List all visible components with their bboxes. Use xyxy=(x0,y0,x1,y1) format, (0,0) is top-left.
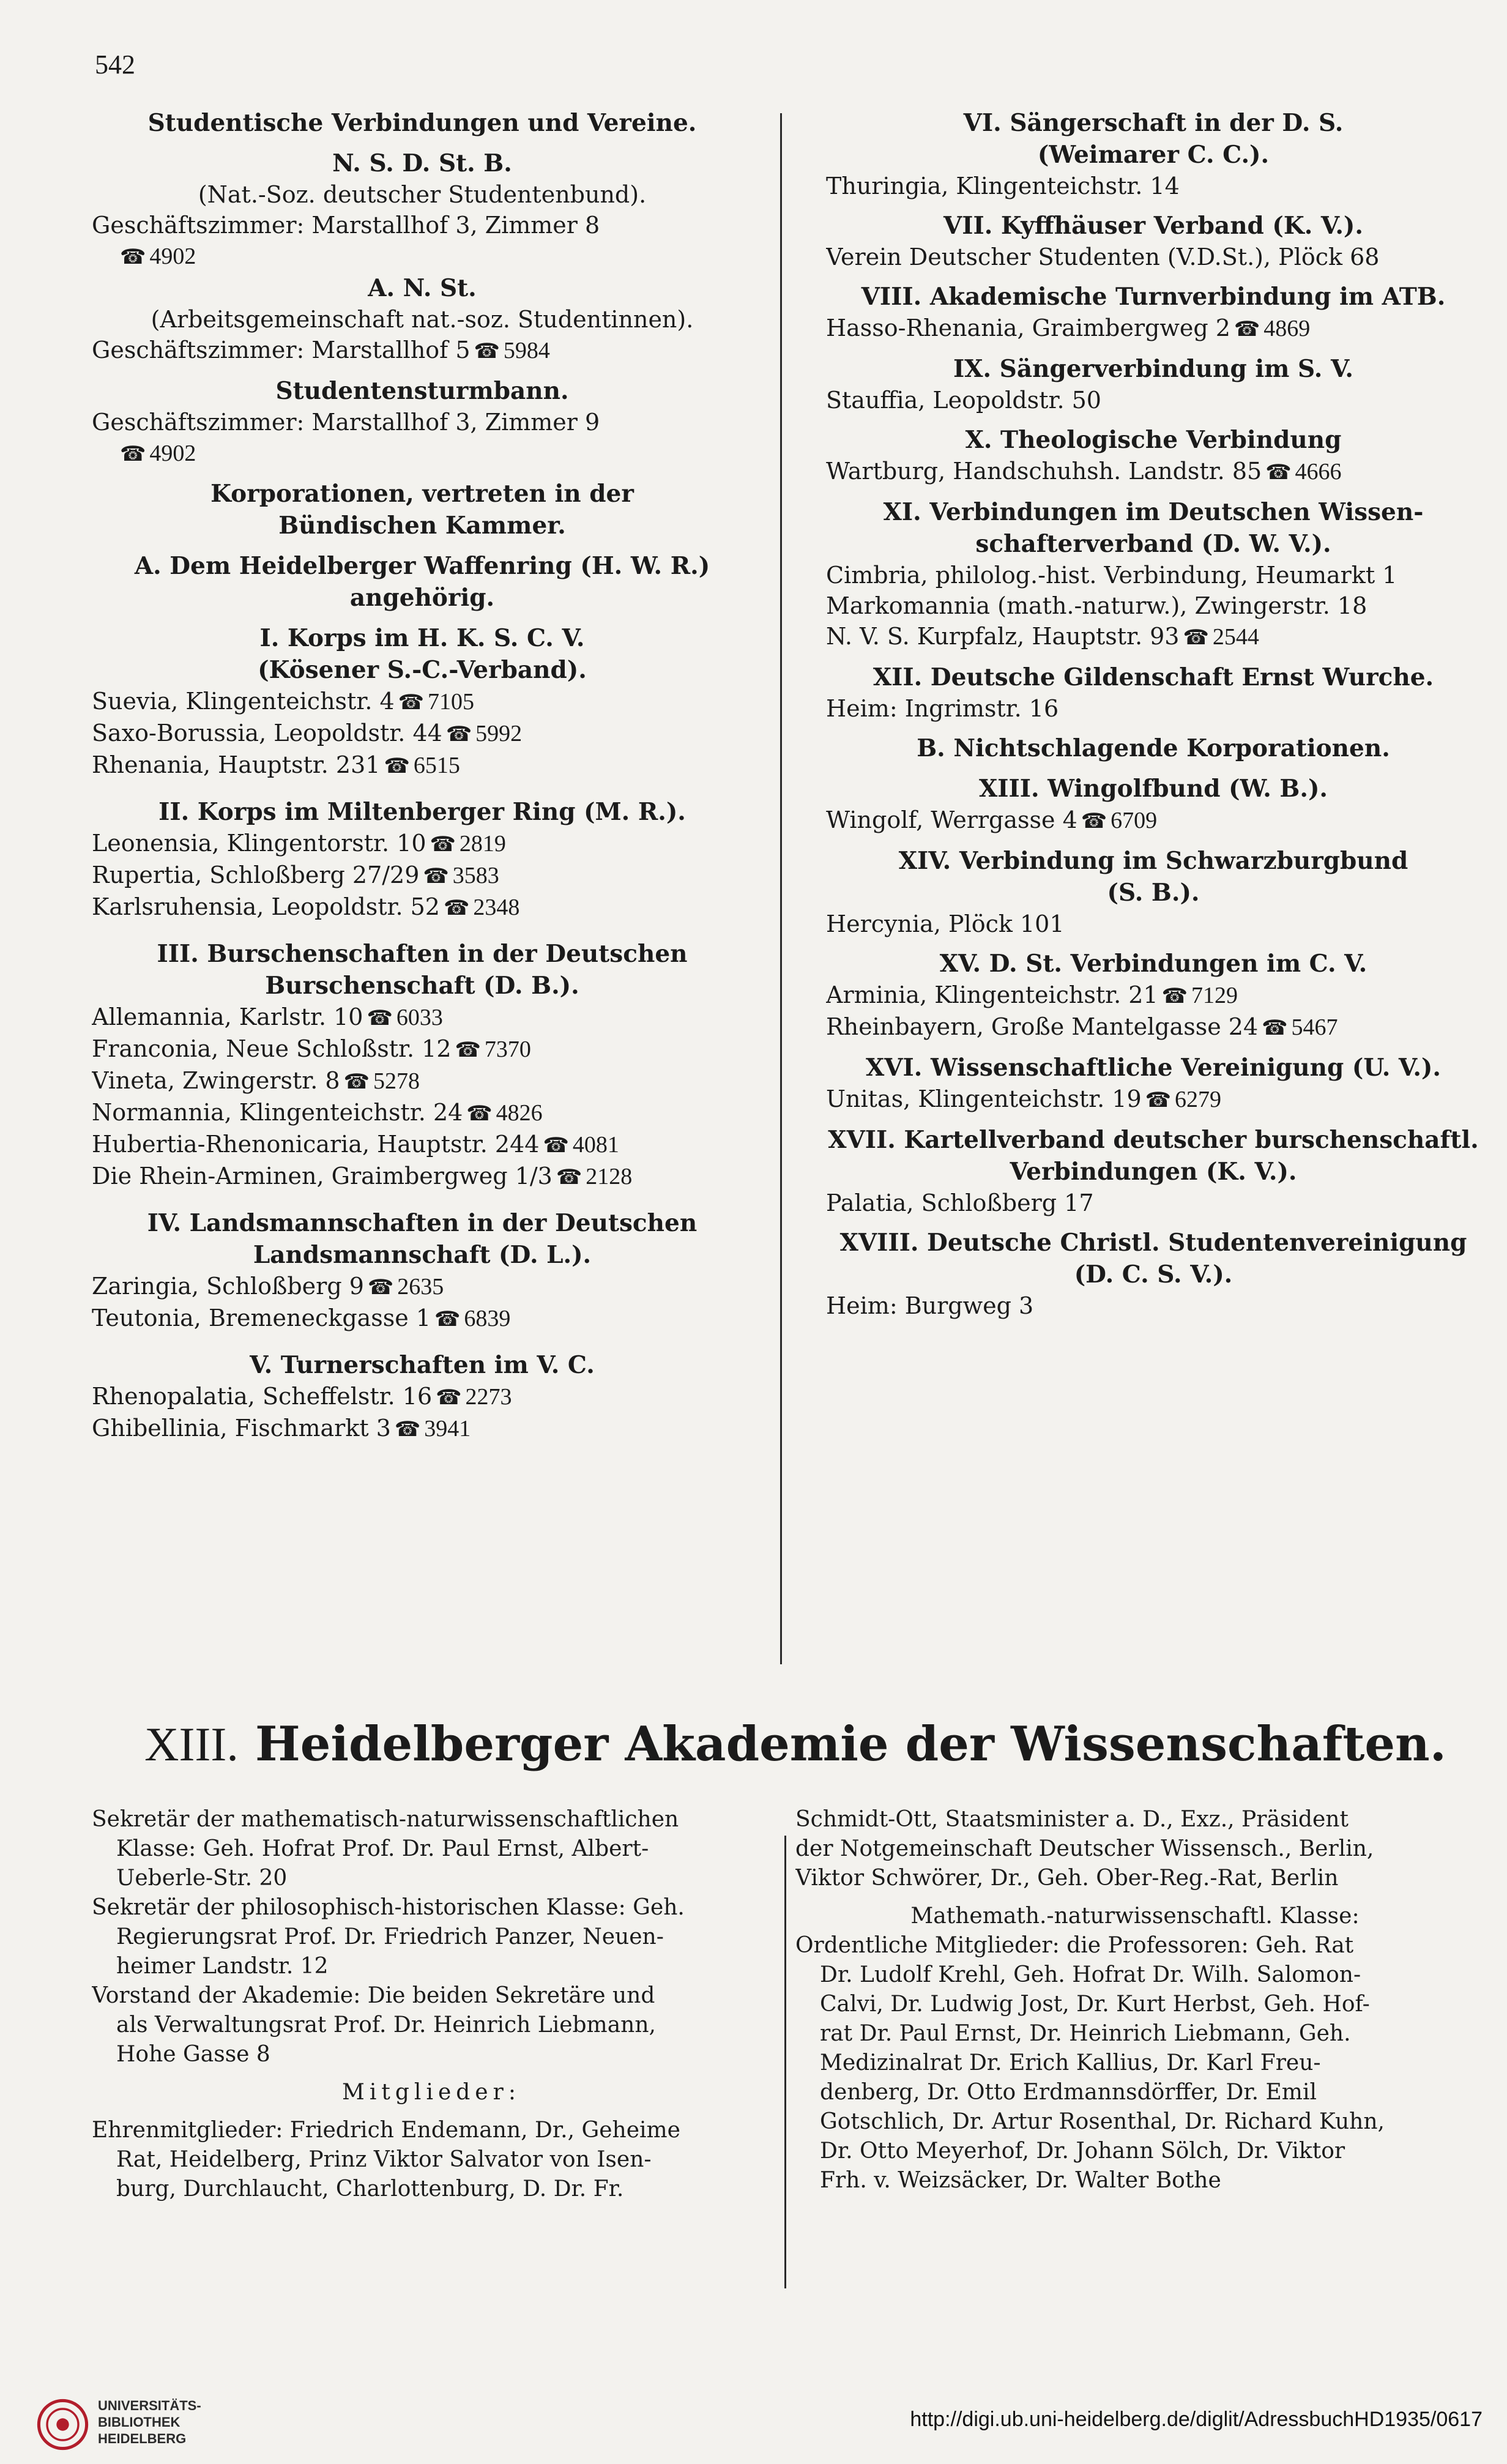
section-6-title: VI. Sängerschaft in der D. S. xyxy=(963,109,1344,137)
list-item xyxy=(92,891,753,923)
text-line: burg, Durchlaucht, Charlottenburg, D. Dr. Fr. xyxy=(116,2176,624,2202)
sturm-phone-line xyxy=(92,437,753,469)
entry-name: Karlsruhensia, Leopoldstr. 52 xyxy=(92,893,440,920)
text-line: Rat, Heidelberg, Prinz Viktor Salvator von Isen- xyxy=(116,2147,652,2172)
text-line: Sekretär der mathematisch-naturwissenschaftlichen xyxy=(92,1807,679,1832)
telephone-icon: ☎ xyxy=(384,754,410,778)
left-column xyxy=(92,107,753,1445)
phone-number: 7105 xyxy=(428,689,475,715)
section-18-title: XVIII. Deutsche Christl. Studentenvereinigung xyxy=(839,1229,1467,1257)
list-item: Stauffia, Leopoldstr. 50 xyxy=(826,387,1101,414)
phone-number: 2348 xyxy=(473,895,520,920)
telephone-icon: ☎ xyxy=(474,339,500,363)
list-item xyxy=(826,313,1481,344)
text-line: Viktor Schwörer, Dr., Geh. Ober-Reg.-Rat, Berlin xyxy=(795,1866,1339,1891)
section-title: Studentische Verbindungen und Vereine. xyxy=(147,109,697,137)
library-name xyxy=(98,2397,201,2447)
section-9-title: IX. Sängerverbindung im S. V. xyxy=(953,355,1353,383)
section-14-title: XIV. Verbindung im Schwarzburgbund xyxy=(898,847,1408,875)
telephone-icon: ☎ xyxy=(1234,317,1260,341)
phone-number: 4666 xyxy=(1295,459,1342,485)
section-14-subtitle: (S. B.). xyxy=(1107,879,1200,907)
telephone-icon: ☎ xyxy=(1262,1016,1288,1040)
phone-number: 5467 xyxy=(1291,1014,1338,1040)
class-heading: Mathemath.-naturwissenschaftl. Klasse: xyxy=(910,1904,1360,1929)
text-line: Klasse: Geh. Hofrat Prof. Dr. Paul Ernst, Albert- xyxy=(116,1836,649,1861)
entry-name: Teutonia, Bremeneckgasse 1 xyxy=(92,1305,431,1331)
section-17-subtitle: Verbindungen (K. V.). xyxy=(1010,1158,1297,1186)
list-item xyxy=(92,828,753,860)
telephone-icon: ☎ xyxy=(1265,460,1292,485)
entry-name: Saxo-Borussia, Leopoldstr. 44 xyxy=(92,720,442,746)
phone-number: 4902 xyxy=(149,244,196,269)
text-line: Dr. Otto Meyerhof, Dr. Johann Sölch, Dr. Viktor xyxy=(820,2138,1345,2164)
section-5-list xyxy=(92,1381,753,1445)
list-item xyxy=(92,860,753,891)
ans-office-line xyxy=(92,335,753,367)
telephone-icon: ☎ xyxy=(443,896,470,920)
entry-name: Die Rhein-Arminen, Graimbergweg 1/3 xyxy=(92,1163,553,1189)
entry-name: Unitas, Klingenteichstr. 19 xyxy=(826,1085,1142,1112)
entry-name: Zaringia, Schloßberg 9 xyxy=(92,1273,364,1300)
entry-name: Allemannia, Karlstr. 10 xyxy=(92,1003,363,1030)
text-line: Ueberle-Str. 20 xyxy=(116,1866,288,1891)
list-item xyxy=(826,805,1481,836)
list-item xyxy=(92,1129,753,1161)
phone-number: 5992 xyxy=(475,721,523,746)
academy-heading xyxy=(92,1716,1499,1772)
telephone-icon: ☎ xyxy=(436,1385,462,1410)
text-line: heimer Landstr. 12 xyxy=(116,1954,329,1979)
entry-name: Suevia, Klingenteichstr. 4 xyxy=(92,688,395,715)
honorary-members xyxy=(92,2116,771,2204)
section-10-title: X. Theologische Verbindung xyxy=(965,426,1342,454)
page-number: 542 xyxy=(95,50,135,80)
text-line: Dr. Ludolf Krehl, Geh. Hofrat Dr. Wilh. Salomon- xyxy=(820,1962,1361,1987)
column-divider xyxy=(784,1836,786,2288)
korp-title: Korporationen, vertreten in der xyxy=(210,480,634,508)
section-4-subtitle: Landsmannschaft (D. L.). xyxy=(253,1241,592,1269)
section-11-subtitle: schafterverband (D. W. V.). xyxy=(975,530,1331,558)
entry-name: Rupertia, Schloßberg 27/29 xyxy=(92,862,420,888)
list-item xyxy=(92,718,753,750)
library-name-line: BIBLIOTHEK xyxy=(98,2414,180,2430)
phone-number: 3941 xyxy=(424,1416,471,1442)
text-line: denberg, Dr. Otto Erdmannsdörffer, Dr. Emil xyxy=(820,2080,1317,2105)
text-line: Ehrenmitglieder: Friedrich Endemann, Dr., Geheime xyxy=(92,2118,680,2143)
section-8-title: VIII. Akademische Turnverbindung im ATB. xyxy=(861,283,1446,311)
telephone-icon: ☎ xyxy=(394,1417,421,1442)
section-12-title: XII. Deutsche Gildenschaft Ernst Wurche. xyxy=(873,663,1434,691)
phone-number: 6839 xyxy=(464,1306,511,1331)
telephone-icon: ☎ xyxy=(466,1101,493,1126)
list-item xyxy=(826,456,1481,488)
phone-number: 2273 xyxy=(465,1384,512,1410)
academy-roman: XIII. xyxy=(144,1718,239,1771)
phone-number: 6279 xyxy=(1175,1087,1221,1112)
telephone-icon: ☎ xyxy=(543,1133,569,1158)
phone-number: 7370 xyxy=(484,1037,531,1062)
section-4-list xyxy=(92,1271,753,1334)
academy-right-column xyxy=(795,1805,1475,2195)
group-a-title: A. Dem Heidelberger Waffenring (H. W. R.) xyxy=(134,552,710,580)
telephone-icon: ☎ xyxy=(1161,984,1188,1008)
section-15-list xyxy=(826,980,1481,1043)
korp-title-cont: Bündischen Kammer. xyxy=(278,512,566,540)
section-1-title: I. Korps im H. K. S. C. V. xyxy=(259,624,585,652)
academy-officers xyxy=(92,1805,771,2069)
list-item: Hercynia, Plöck 101 xyxy=(826,910,1065,937)
library-logo-icon xyxy=(37,2399,89,2451)
ans-abbr: A. N. St. xyxy=(368,274,477,302)
telephone-icon: ☎ xyxy=(367,1006,393,1030)
list-item xyxy=(92,1002,753,1033)
phone-number: 5984 xyxy=(503,338,550,363)
phone-number: 5278 xyxy=(373,1068,420,1094)
text-line: als Verwaltungsrat Prof. Dr. Heinrich Liebmann, xyxy=(116,2012,656,2038)
phone-number: 2128 xyxy=(586,1164,633,1189)
list-item: Cimbria, philolog.-hist. Verbindung, Heumarkt 1 xyxy=(826,562,1397,589)
phone-number: 2544 xyxy=(1212,624,1259,650)
entry-name: Hubertia-Rhenonicaria, Hauptstr. 244 xyxy=(92,1131,540,1158)
text-line: Sekretär der philosophisch-historischen Klasse: Geh. xyxy=(92,1895,685,1920)
ans-full: (Arbeitsgemeinschaft nat.-soz. Studentinnen). xyxy=(151,306,694,333)
column-divider xyxy=(780,113,782,1664)
entry-name: Ghibellinia, Fischmarkt 3 xyxy=(92,1415,391,1442)
section-2-title: II. Korps im Miltenberger Ring (M. R.). xyxy=(158,798,686,826)
phone-number: 6709 xyxy=(1111,808,1158,833)
section-4-title: IV. Landsmannschaften in der Deutschen xyxy=(147,1209,698,1237)
list-item xyxy=(826,1011,1481,1043)
telephone-icon: ☎ xyxy=(430,832,456,857)
nsdstb-full: (Nat.-Soz. deutscher Studentenbund). xyxy=(198,181,647,208)
entry-name: Arminia, Klingenteichstr. 21 xyxy=(826,981,1158,1008)
entry-name: Wartburg, Handschuhsh. Landstr. 85 xyxy=(826,458,1262,485)
list-item xyxy=(92,1033,753,1065)
entry-name: Rhenania, Hauptstr. 231 xyxy=(92,751,381,778)
list-item xyxy=(826,621,1481,653)
academy-left-column xyxy=(92,1805,771,2204)
text-line: Vorstand der Akademie: Die beiden Sekretäre und xyxy=(92,1983,655,2008)
phone-number: 6515 xyxy=(413,753,460,778)
source-url[interactable]: http://digi.ub.uni-heidelberg.de/diglit/AdressbuchHD1935/0617 xyxy=(910,2408,1483,2431)
phone-number: 6033 xyxy=(396,1005,443,1030)
list-item: Palatia, Schloßberg 17 xyxy=(826,1189,1094,1216)
entry-name: Franconia, Neue Schloßstr. 12 xyxy=(92,1035,452,1062)
list-item: Heim: Ingrimstr. 16 xyxy=(826,695,1059,722)
entry-name: Hasso-Rhenania, Graimbergweg 2 xyxy=(826,315,1230,341)
telephone-icon: ☎ xyxy=(455,1038,481,1062)
text-line: Hohe Gasse 8 xyxy=(116,2042,270,2067)
section-16-title: XVI. Wissenschaftliche Vereinigung (U. V.). xyxy=(866,1054,1441,1082)
telephone-icon: ☎ xyxy=(120,442,146,466)
section-17-title: XVII. Kartellverband deutscher burschenschaftl. xyxy=(828,1126,1479,1154)
list-item xyxy=(92,1097,753,1129)
members-heading: Mitglieder: xyxy=(342,2080,521,2105)
text-line: Calvi, Dr. Ludwig Jost, Dr. Kurt Herbst, Geh. Hof- xyxy=(820,1992,1370,2017)
section-3-list xyxy=(92,1002,753,1193)
section-3-title: III. Burschenschaften in der Deutschen xyxy=(157,940,688,968)
phone-number: 2819 xyxy=(459,831,506,857)
list-item: Markomannia (math.-naturw.), Zwingerstr. 18 xyxy=(826,592,1367,619)
library-name-line: UNIVERSITÄTS- xyxy=(98,2398,201,2413)
phone-number: 4081 xyxy=(572,1132,619,1158)
right-column xyxy=(826,107,1481,1321)
ordinary-members xyxy=(795,1931,1475,2195)
phone-number: 3583 xyxy=(452,863,499,888)
entry-name: N. V. S. Kurpfalz, Hauptstr. 93 xyxy=(826,623,1180,650)
phone-number: 7129 xyxy=(1191,983,1238,1008)
telephone-icon: ☎ xyxy=(120,245,146,269)
text-line: Frh. v. Weizsäcker, Dr. Walter Bothe xyxy=(820,2168,1221,2193)
list-item xyxy=(92,686,753,718)
entry-name: Normannia, Klingenteichstr. 24 xyxy=(92,1099,463,1126)
section-3-subtitle: Burschenschaft (D. B.). xyxy=(265,972,579,1000)
telephone-icon: ☎ xyxy=(367,1275,394,1300)
list-item xyxy=(826,1084,1481,1115)
academy-title: Heidelberger Akademie der Wissenschaften. xyxy=(255,1716,1446,1772)
telephone-icon: ☎ xyxy=(1145,1088,1171,1112)
phone-number: 4902 xyxy=(149,441,196,466)
telephone-icon: ☎ xyxy=(445,722,472,746)
text-line: Regierungsrat Prof. Dr. Friedrich Panzer, Neuen- xyxy=(116,1924,664,1949)
list-item: Verein Deutscher Studenten (V.D.St.), Plöck 68 xyxy=(826,244,1380,270)
telephone-icon: ☎ xyxy=(423,864,449,888)
entry-name: Wingolf, Werrgasse 4 xyxy=(826,806,1077,833)
phone-number: 4826 xyxy=(496,1100,543,1126)
text-line: Schmidt-Ott, Staatsminister a. D., Exz., Präsident xyxy=(795,1807,1349,1832)
list-item xyxy=(92,1413,753,1445)
nsdstb-office: Geschäftszimmer: Marstallhof 3, Zimmer 8 xyxy=(92,212,600,239)
group-a-title-cont: angehörig. xyxy=(349,584,495,612)
text-line: Ordentliche Mitglieder: die Professoren: Geh. Rat xyxy=(795,1933,1354,1958)
telephone-icon: ☎ xyxy=(1183,625,1209,650)
honorary-members-cont xyxy=(795,1805,1475,1893)
section-11-title: XI. Verbindungen im Deutschen Wissen- xyxy=(883,498,1424,526)
section-5-title: V. Turnerschaften im V. C. xyxy=(250,1351,595,1379)
sturm-title: Studentensturmbann. xyxy=(275,377,569,405)
nsdstb-phone-line xyxy=(92,240,753,272)
section-7-title: VII. Kyffhäuser Verband (K. V.). xyxy=(943,212,1363,240)
list-item xyxy=(92,1303,753,1334)
list-item xyxy=(92,1161,753,1193)
phone-number: 4869 xyxy=(1263,316,1311,341)
text-line: Gotschlich, Dr. Artur Rosenthal, Dr. Richard Kuhn, xyxy=(820,2109,1385,2134)
nsdstb-abbr: N. S. D. St. B. xyxy=(332,149,512,177)
section-18-subtitle: (D. C. S. V.). xyxy=(1074,1260,1233,1289)
list-item xyxy=(92,1065,753,1097)
entry-name: Rhenopalatia, Scheffelstr. 16 xyxy=(92,1383,433,1410)
telephone-icon: ☎ xyxy=(343,1070,370,1094)
phone-number: 2635 xyxy=(397,1274,444,1300)
section-15-title: XV. D. St. Verbindungen im C. V. xyxy=(939,950,1367,978)
sturm-office: Geschäftszimmer: Marstallhof 3, Zimmer 9 xyxy=(92,409,600,436)
section-2-list xyxy=(92,828,753,923)
telephone-icon: ☎ xyxy=(434,1307,461,1331)
library-name-line: HEIDELBERG xyxy=(98,2431,187,2446)
text-line: Medizinalrat Dr. Erich Kallius, Dr. Karl Freu- xyxy=(820,2050,1321,2075)
list-item xyxy=(92,750,753,781)
group-b-title: B. Nichtschlagende Korporationen. xyxy=(917,734,1390,762)
section-1-subtitle: (Kösener S.-C.-Verband). xyxy=(258,656,587,684)
list-item: Thuringia, Klingenteichstr. 14 xyxy=(826,173,1180,199)
section-13-title: XIII. Wingolfbund (W. B.). xyxy=(978,775,1328,803)
entry-name: Rheinbayern, Große Mantelgasse 24 xyxy=(826,1013,1259,1040)
list-item xyxy=(826,980,1481,1011)
text-line: rat Dr. Paul Ernst, Dr. Heinrich Liebmann, Geh. xyxy=(820,2021,1351,2046)
ans-office: Geschäftszimmer: Marstallhof 5 xyxy=(92,337,471,363)
list-item xyxy=(92,1381,753,1413)
telephone-icon: ☎ xyxy=(398,690,425,715)
section-6-subtitle: (Weimarer C. C.). xyxy=(1037,141,1270,169)
telephone-icon: ☎ xyxy=(556,1165,582,1189)
entry-name: Leonensia, Klingentorstr. 10 xyxy=(92,830,426,857)
section-1-list xyxy=(92,686,753,781)
telephone-icon: ☎ xyxy=(1081,809,1107,833)
list-item: Heim: Burgweg 3 xyxy=(826,1292,1034,1319)
entry-name: Vineta, Zwingerstr. 8 xyxy=(92,1067,340,1094)
list-item xyxy=(92,1271,753,1303)
text-line: der Notgemeinschaft Deutscher Wissensch., Berlin, xyxy=(795,1836,1374,1861)
